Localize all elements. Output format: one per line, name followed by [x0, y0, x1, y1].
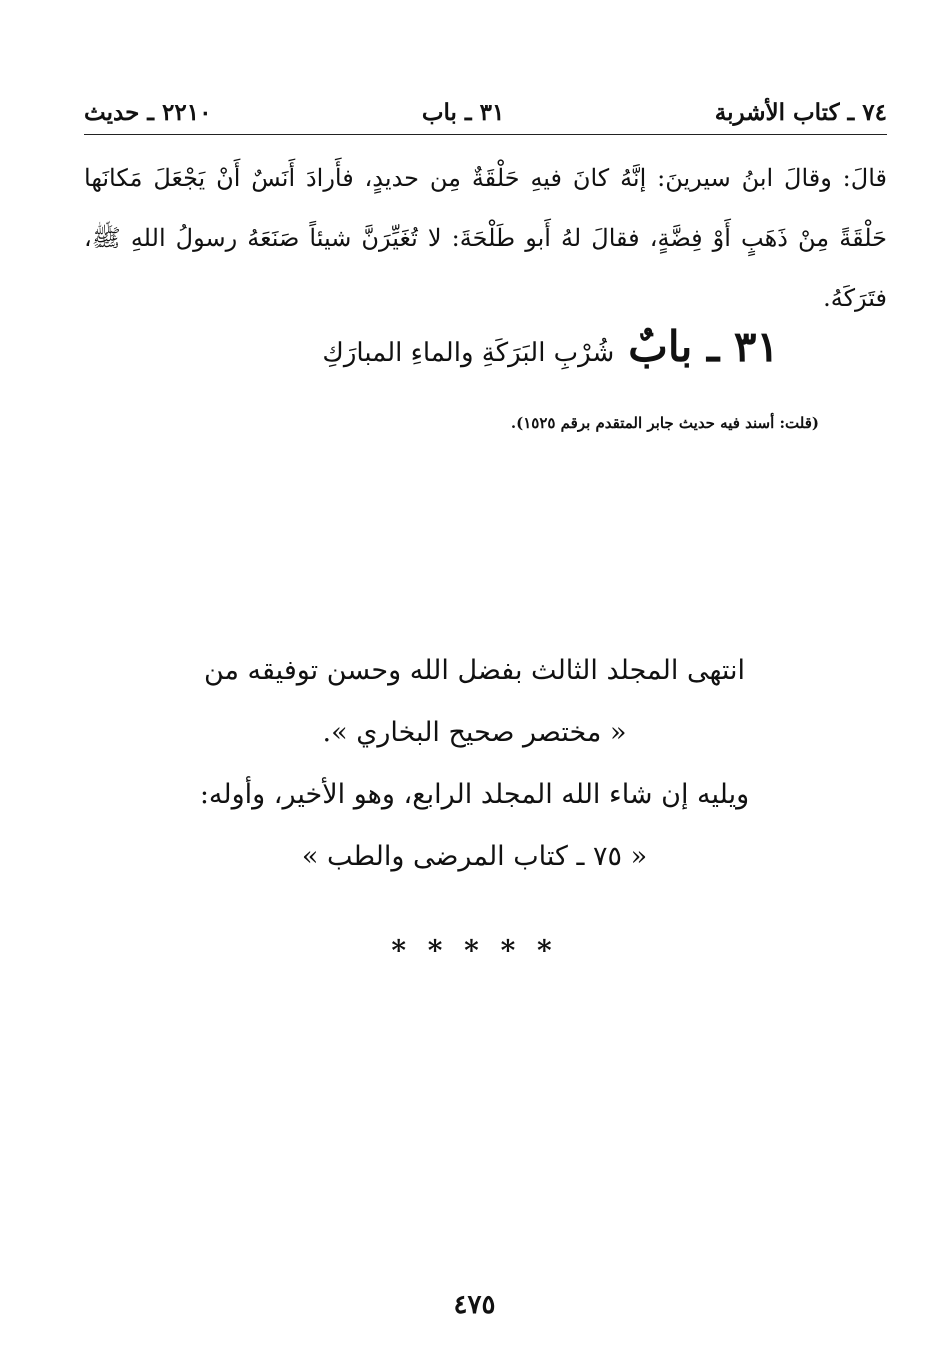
page-number: ٤٧٥ — [453, 1290, 496, 1320]
editor-note: (قلت: أسند فيه حديث جابر المتقدم برقم ١٥٢٥). — [510, 414, 819, 432]
closing-line-3: ويليه إن شاء الله المجلد الرابع، وهو الأخير، وأوله: — [199, 779, 750, 810]
header-hadith-number: ٢٢١٠ ـ حديث — [84, 98, 212, 126]
header-book-title: ٧٤ ـ كتاب الأشربة — [714, 98, 887, 126]
closing-line-1: انتهى المجلد الثالث بفضل الله وحسن توفيقه من — [203, 655, 746, 686]
header-rule — [84, 134, 887, 135]
chapter-heading — [322, 322, 779, 371]
closing-line-4: « ٧٥ ـ كتاب المرضى والطب » — [301, 841, 648, 872]
chapter-number: ٣١ ـ بابٌ — [628, 322, 779, 371]
closing-line-2: « مختصر صحيح البخاري ». — [322, 717, 627, 748]
volume-closing — [0, 640, 949, 888]
running-header — [84, 92, 887, 132]
header-chapter: ٣١ ـ باب — [421, 98, 505, 126]
ornament-stars: * * * * * — [391, 934, 558, 967]
hadith-paragraph: قالَ: وقالَ ابنُ سيرينَ: إنَّهُ كانَ فيهِ حَلْقَةٌ مِن حديدٍ، فأَرادَ أَنَسٌ أَنْ يَجْعَلَ مَكانَها حَلْقَةً مِنْ ذَهَبٍ أَوْ فِضَّةٍ، فقالَ لهُ أَبو طَلْحَةَ: لا تُغَيِّرَنَّ شيئاً صَنَعَهُ رسولُ اللهِ ﷺ، فتَرَكَهُ. — [84, 164, 887, 312]
chapter-title: شُرْبِ البَرَكَةِ والماءِ المبارَكِ — [322, 338, 615, 368]
